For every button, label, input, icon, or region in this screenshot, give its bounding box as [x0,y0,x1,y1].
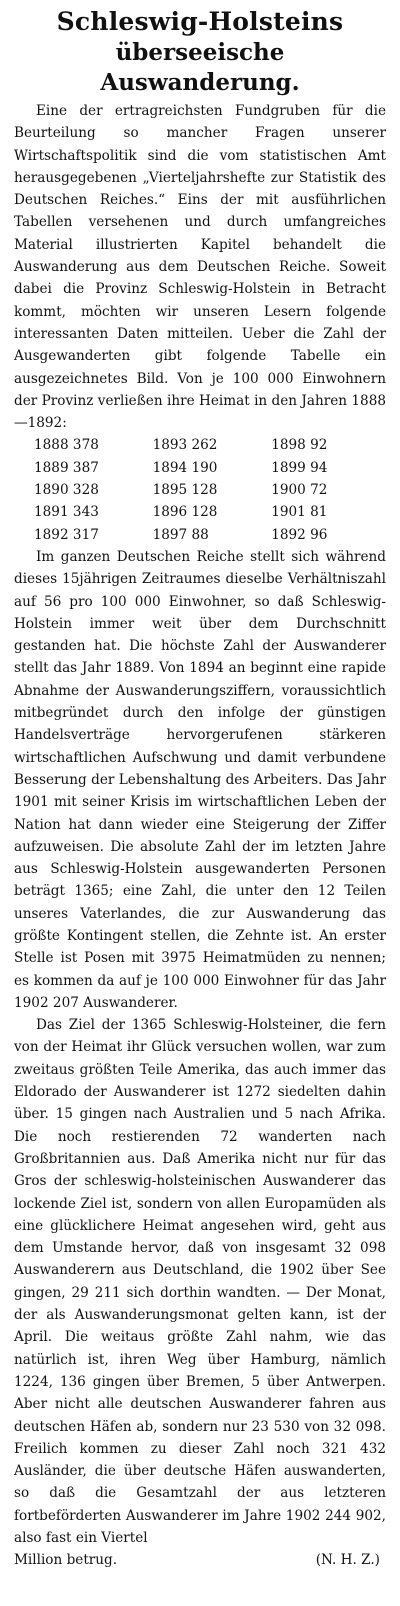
table-cell: 1899 94 [271,459,328,476]
table-cell: 1890 328 [34,482,99,499]
headline-line-1: Schleswig-Holsteins [56,7,344,36]
emigration-rate-table [34,434,374,545]
article-headline [14,6,386,98]
table-row [34,479,374,501]
table-cell: 1892 317 [34,526,99,543]
closing-text: Million betrug. [14,1552,118,1569]
table-cell: 1898 92 [271,437,328,454]
table-cell: 1894 190 [152,459,218,476]
paragraph-reich-comparison: Im ganzen Deutschen Reiche stellt sich während dieses 15jährigen Zeitraumes dieselbe Verhältniszahl auf 56 pro 100 000 Einwohner, so daß Schleswig-Holstein immer weit über dem Durchschnitt gestanden hat. Die höchste Zahl der Auswanderer stellt das Jahr 1889. Von 1894 an beginnt eine rapide Abnahme der Auswanderungsziffern, voraussichtlich mitbegründet durch den infolge der günstigen Handelsverträge hervorgerufenen stärkeren wirtschaftlichen Aufschwung und damit verbundene Besserung der Lebenshaltung des Arbeiters. Das Jahr 1901 mit seiner Krisis im wirtschaftlichen Leben der Nation hat dann wieder eine Steigerung der Ziffer aufzuweisen. Die absolute Zahl der im letzten Jahre aus Schleswig-Holstein ausgewanderten Personen beträgt 1365; eine Zahl, die unter den 12 Teilen unseres Vaterlandes, die zur Auswanderung das größte Kontingent stellen, die Zehnte ist. An erster Stelle ist Posen mit 3975 Heimatmüden zu nennen; es kommen da auf je 100 000 Einwohner für das Jahr 1902 207 Auswanderer. [14,548,386,1011]
table-row [34,501,374,523]
table-row [34,434,374,456]
table-cell: 1897 88 [152,526,209,543]
table-row [34,457,374,479]
headline-line-2: überseeische Auswanderung. [100,39,300,96]
table-cell: 1901 81 [271,504,328,521]
table-cell: 1888 378 [34,437,99,454]
table-cell: 1900 72 [271,482,328,499]
table-cell: 1895 128 [152,482,218,499]
closing-line [14,1549,386,1571]
paragraph-destinations: Das Ziel der 1365 Schleswig-Holsteiner, die fern von der Heimat ihr Glück versuchen wollen, war zum zweitaus größten Teile Amerika, das auch immer das Eldorado der Auswanderer ist 1272 siedelten dahin über. 15 gingen nach Australien und 5 nach Afrika. Die noch restierenden 72 wanderten nach Großbritannien aus. Daß Amerika nicht nur für das Gros der schleswig-holsteinischen Auswanderer das lockende Ziel ist, sondern von allen Europamüden als eine glücklichere Heimat angesehen wird, geht aus dem Umstande hervor, daß von insgesamt 32 098 Auswanderern aus Deutschland, die 1902 über See gingen, 29 211 sich dorthin wandten. — Der Monat, der als Auswanderungsmonat gelten kann, ist der April. Die weitaus größte Zahl nahm, wie das natürlich ist, ihren Weg über Hamburg, nämlich 1224, 136 gingen über Bremen, 5 über Antwerpen. Aber nicht alle deutschen Auswanderer fahren aus deutschen Häfen ab, sondern nur 23 530 von 32 098. Freilich kommen zu dieser Zahl noch 321 432 Ausländer, die über deutsche Häfen auswanderten, so daß die Gesamtzahl der aus letzteren fortbeförderten Auswanderer im Jahre 1902 244 902, also fast ein Viertel [14,1017,386,1546]
table-row [34,524,374,546]
table-cell: 1893 262 [152,437,218,454]
table-cell: 1891 343 [34,504,99,521]
source-signature: (N. H. Z.) [315,1552,380,1569]
table-cell: 1896 128 [152,504,218,521]
table-cell: 1889 387 [34,459,99,476]
table-cell: 1892 96 [271,526,328,543]
paragraph-intro: Eine der ertragreichsten Fundgruben für die Beurteilung so mancher Fragen unserer Wirtschaftspolitik sind die vom statistischen Amt herausgegebenen „Vierteljahrshefte zur Statistik des Deutschen Reiches.“ Eins der mit ausführlichen Tabellen versehenen und durch umfangreiches Material illustrierten Kapitel behandelt die Auswanderung aus dem Deutschen Reiche. Soweit dabei die Provinz Schleswig-Holstein in Betracht kommt, möchten wir unseren Lesern folgende interessanten Daten mitteilen. Ueber die Zahl der Ausgewanderten gibt folgende Tabelle ein ausgezeichnetes Bild. Von je 100 000 Einwohnern der Provinz verließen ihre Heimat in den Jahren 1888—1892: [14,103,386,432]
